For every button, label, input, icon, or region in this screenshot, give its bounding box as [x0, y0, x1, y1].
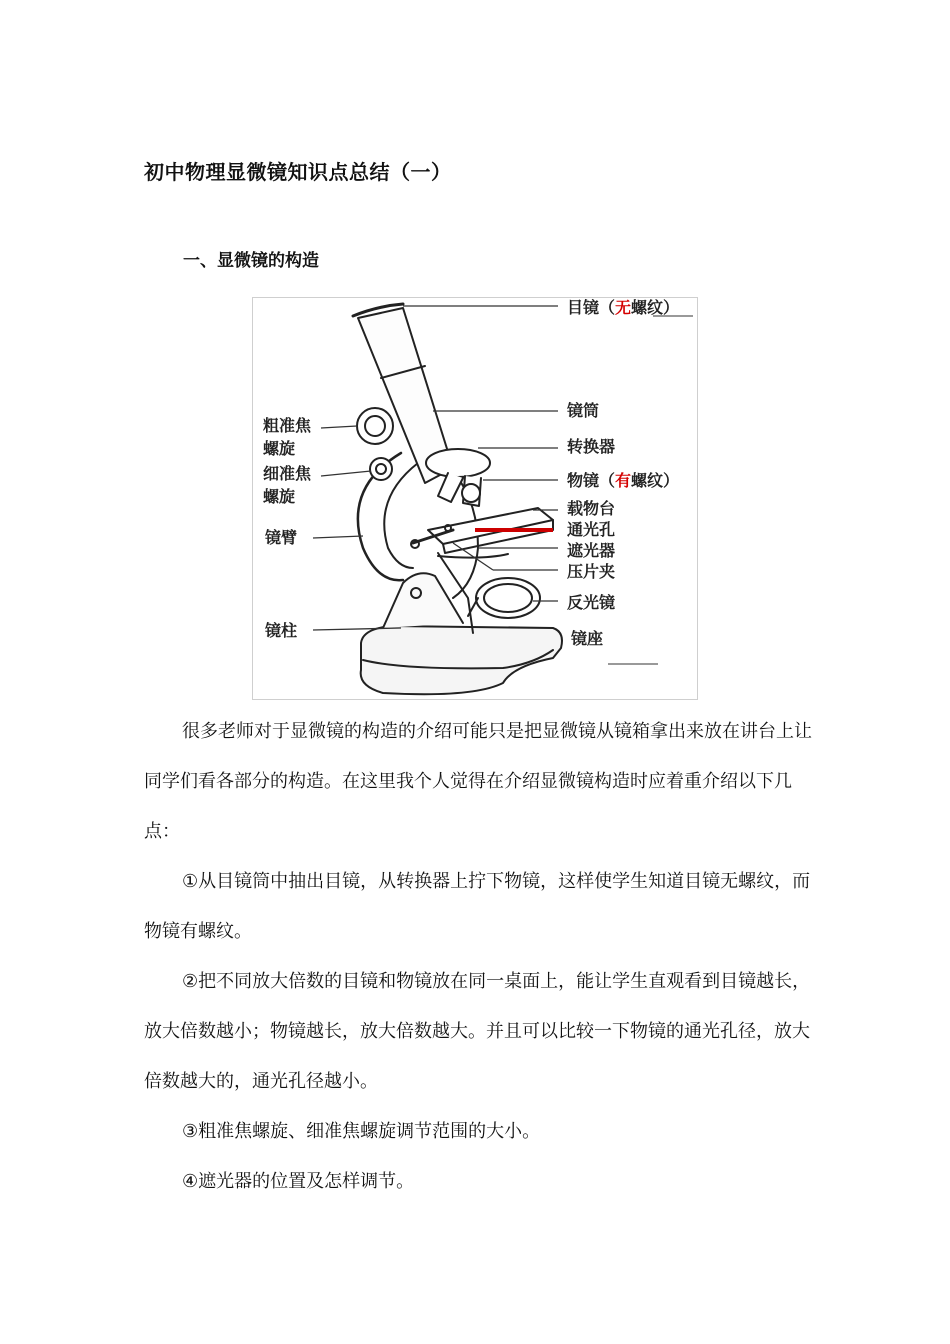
microscope-diagram — [252, 297, 698, 700]
section-heading: 一、显微镜的构造 — [183, 251, 319, 271]
label-diaphragm: 遮光器 — [567, 541, 616, 560]
label-fine-focus-1: 细准焦 — [263, 464, 312, 483]
paragraph-point-1: ①从目镜筒中抽出目镜，从转换器上拧下物镜，这样使学生知道目镜无螺纹，而物镜有螺纹。 — [144, 871, 811, 942]
label-aperture: 通光孔 — [567, 520, 616, 539]
microscope-drawing — [253, 298, 699, 701]
paragraph-point-2: ②把不同放大倍数的目镜和物镜放在同一桌面上，能让学生直观看到目镜越长，放大倍数越小；物镜越长，放大倍数越大。并且可以比较一下物镜的通光孔径，放大倍数越大的，通光孔径越小。 — [144, 971, 811, 1092]
label-converter: 转换器 — [567, 437, 616, 456]
paragraph-point-3: ③粗准焦螺旋、细准焦螺旋调节范围的大小。 — [182, 1121, 541, 1142]
paragraph-intro: 很多老师对于显微镜的构造的介绍可能只是把显微镜从镜箱拿出来放在讲台上让同学们看各部分的构造。在这里我个人觉得在介绍显微镜构造时应着重介绍以下几点： — [144, 721, 812, 842]
label-arm: 镜臂 — [265, 528, 298, 547]
label-coarse-focus-2: 螺旋 — [263, 439, 296, 458]
label-clip: 压片夹 — [567, 562, 616, 581]
label-objective: 物镜（有螺纹） — [567, 471, 680, 490]
label-coarse-focus-1: 粗准焦 — [263, 416, 312, 435]
page-title: 初中物理显微镜知识点总结（一） — [144, 160, 452, 184]
label-mirror: 反光镜 — [567, 593, 616, 612]
label-eyepiece: 目镜（无螺纹） — [567, 298, 680, 317]
label-stage: 载物台 — [567, 499, 616, 518]
label-base: 镜座 — [571, 629, 604, 648]
paragraph-point-4: ④遮光器的位置及怎样调节。 — [182, 1171, 415, 1192]
label-fine-focus-2: 螺旋 — [263, 487, 296, 506]
label-tube: 镜筒 — [567, 401, 600, 420]
label-pillar: 镜柱 — [265, 621, 298, 640]
